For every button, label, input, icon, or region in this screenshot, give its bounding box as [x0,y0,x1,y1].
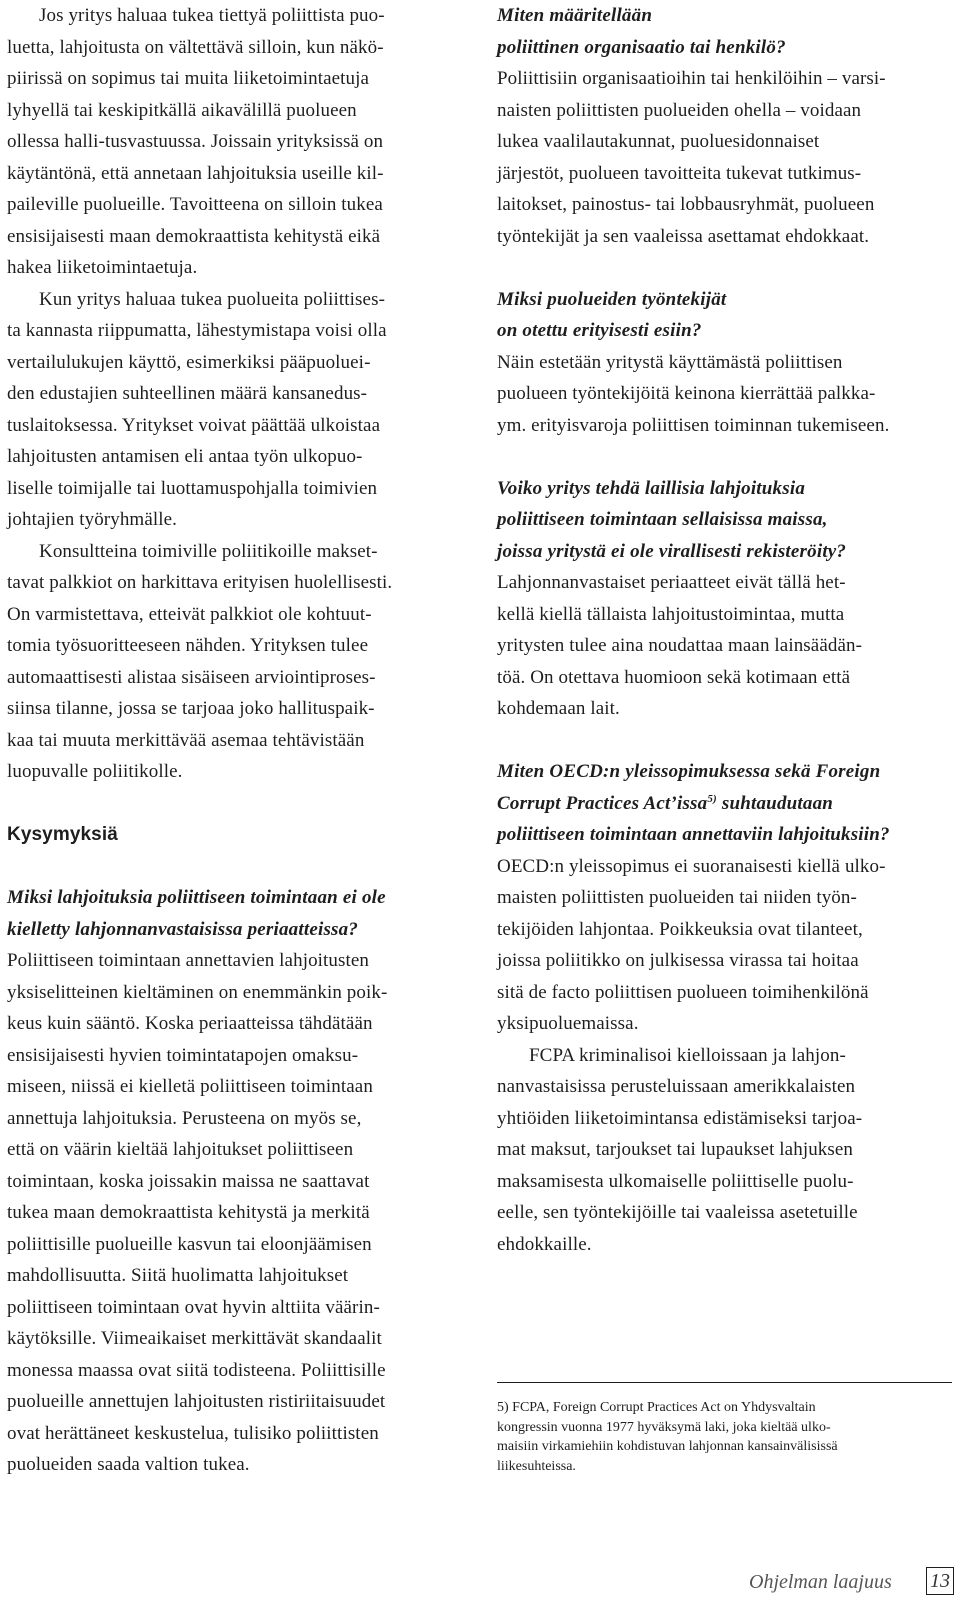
answer [497,567,952,725]
question-line: Miksi lahjoituksia poliittiseen toimintaan ei ole [7,887,386,908]
text-line: ehdokkaille. [497,1233,592,1255]
text-line: annettuja lahjoituksia. Perusteena on myös se, [7,1107,362,1129]
paragraph [7,284,454,536]
question [7,882,454,945]
text-line: monessa maassa ovat siitä todisteena. Poliittisille [7,1359,386,1381]
text-line: järjestöt, puolueen tavoitteita tukevat tutkimus- [497,162,862,184]
question-text: Corrupt Practices Act’issa [497,792,708,814]
text-line: sitä de facto poliittisen puolueen toimihenkilönä [497,981,869,1003]
question-line [497,788,952,820]
question-line: Miksi puolueiden työntekijät [497,288,727,310]
text-line: lyhyellä tai keskipitkällä aikavälillä puolueen [7,99,357,121]
text-line: poliittisille puolueille kasvun tai eloonjäämisen [7,1233,372,1255]
text-line: ollessa halli-tusvastuussa. Joissain yrityksissä on [7,131,384,152]
question-line: poliittiseen toimintaan annettaviin lahjoituksiin? [497,824,890,845]
text-line: käytöksille. Viimeaikaiset merkittävät skandaalit [7,1328,382,1349]
text-line: Jos yritys haluaa tukea tiettyä poliittista puo- [39,5,385,26]
footer-section-title: Ohjelman laajuus [749,1571,892,1593]
text-line: Poliittisiin organisaatioihin tai henkilöihin – varsi- [497,68,886,89]
text-line: automaattisesti alistaa sisäiseen arviointiproses- [7,666,376,688]
text-line: yksipuoluemaissa. [497,1013,639,1034]
page-number: 13 [926,1567,954,1595]
answer [497,851,952,1040]
text-line: miseen, niissä ei kielletä poliittiseen toimintaan [7,1076,373,1097]
text-line: liselle toimijalle tai luottamuspohjalla toimivien [7,477,378,499]
text-line: ensisijaisesti maan demokraattista kehitystä eikä [7,225,381,247]
text-line: Lahjonnanvastaiset periaatteet eivät tällä het- [497,572,846,593]
text-line: yhtiöiden liiketoimintansa edistämiseksi tarjoa- [497,1107,863,1129]
section-heading: Kysymyksiä [7,824,118,845]
text-line: Näin estetään yritystä käyttämästä poliittisen [497,351,843,373]
right-column [497,0,952,1260]
text-line: että on väärin kieltää lahjoitukset poliittiseen [7,1139,354,1160]
question [497,756,952,851]
answer [7,945,454,1481]
text-line: Konsultteina toimiville poliitikoille makset- [39,540,378,562]
text-line: vertailulukujen käyttö, esimerkiksi pääpuoluei- [7,351,371,373]
text-line: laitokset, painostus- tai lobbausryhmät, puolueen [497,194,875,215]
answer [497,63,952,252]
text-line: den edustajien suhteellinen määrä kansanedus- [7,383,368,404]
text-line: keus kuin sääntö. Koska periaatteissa tähdätään [7,1013,373,1034]
footnote-line: maisiin virkamiehiin kohdistuvan lahjonnan kansainvälisissä [497,1439,838,1454]
text-line: yritysten tulee aina noudattaa maan lainsäädän- [497,635,863,656]
text-line: OECD:n yleissopimus ei suoranaisesti kiellä ulko- [497,855,886,877]
text-line: ym. erityisvaroja poliittisen toiminnan tukemiseen. [497,414,890,436]
text-line: toimintaan, koska joissakin maissa ne saattavat [7,1170,370,1192]
question-line: Miten OECD:n yleissopimuksessa sekä Foreign [497,761,881,782]
text-line: kohdemaan lait. [497,698,620,719]
text-line: lukea vaalilautakunnat, puoluesidonnaiset [497,131,820,152]
question-line: joissa yritystä ei ole virallisesti rekisteröity? [497,540,847,562]
left-column [7,0,454,1481]
answer [497,347,952,442]
text-line: On varmistettava, etteivät palkkiot ole kohtuut- [7,603,372,625]
text-line: FCPA kriminalisoi kielloissaan ja lahjon- [529,1044,846,1066]
footnote-divider [497,1382,952,1383]
question [497,284,952,347]
question-line: poliittiseen toimintaan sellaisissa maissa, [497,509,828,530]
text-line: puolueiden saada valtion tukea. [7,1454,250,1475]
text-line: poliittiseen toimintaan ovat hyvin alttiita väärin- [7,1296,380,1318]
question-line: on otettu erityisesti esiin? [497,320,702,341]
text-line: kellä kiellä tällaista lahjoitustoimintaa, mutta [497,603,845,625]
text-line: mahdollisuutta. Siitä huolimatta lahjoitukset [7,1265,349,1286]
text-line: kaa tai muuta merkittävää asemaa tehtävistään [7,729,365,751]
spacer [497,441,952,473]
footnote-line: 5) FCPA, Foreign Corrupt Practices Act on Yhdysvaltain [497,1400,816,1415]
text-line: paileville puolueille. Tavoitteena on silloin tukea [7,194,383,215]
paragraph [7,0,454,284]
text-line: Kun yritys haluaa tukea puolueita poliittises- [39,288,385,310]
text-line: Poliittiseen toimintaan annettavien lahjoitusten [7,950,370,971]
text-line: luopuvalle poliitikolle. [7,761,183,782]
text-line: ovat herättäneet keskustelua, tulisiko poliittisten [7,1422,379,1444]
spacer [497,725,952,757]
text-line: tekijöiden lahjontaa. Poikkeuksia ovat tilanteet, [497,918,863,940]
text-line: naisten poliittisten puolueiden ohella – voidaan [497,99,862,121]
text-line: luetta, lahjoitusta on vältettävä silloin, kun näkö- [7,36,384,58]
text-line: nanvastaisissa perusteluissaan amerikkalaisten [497,1076,856,1097]
text-line: tuslaitoksessa. Yritykset voivat päättää ulkoistaa [7,414,381,436]
text-line: maksamisesta ulkomaiselle poliittiselle puolu- [497,1170,854,1192]
footnote-marker: 5) [707,792,717,805]
question-text: suhtaudutaan [716,792,834,814]
spacer [7,851,454,883]
question-line: Miten määritellään [497,5,653,26]
text-line: tomia työsuoritteeseen nähden. Yrityksen tulee [7,635,369,656]
text-line: siinsa tilanne, jossa se tarjoaa joko hallituspaik- [7,698,375,719]
text-line: työntekijät ja sen vaaleissa asettamat ehdokkaat. [497,225,870,247]
text-line: yksiselitteinen kieltäminen on enemmänkin poik- [7,981,388,1003]
text-line: käytäntönä, että annetaan lahjoituksia useille kil- [7,162,384,184]
text-line: tavat palkkiot on harkittava erityisen huolellisesti. [7,572,393,593]
text-line: lahjoitusten antamisen eli antaa työn ulkopuo- [7,446,363,467]
question [497,473,952,568]
text-line: ensisijaisesti hyvien toimintatapojen omaksu- [7,1044,359,1066]
text-line: hakea liiketoimintaetuja. [7,257,198,278]
text-line: ta kannasta riippumatta, lähestymistapa voisi olla [7,320,387,341]
text-line: töä. On otettava huomioon sekä kotimaan että [497,666,851,688]
text-line: maisten poliittisten puolueiden tai niiden työn- [497,887,857,908]
text-line: puolueen työntekijöitä keinona kierrättää palkka- [497,383,876,404]
question-line: poliittinen organisaatio tai henkilö? [497,36,786,58]
paragraph [7,536,454,788]
text-line: mat maksut, tarjoukset tai lupaukset lahjuksen [497,1139,854,1160]
question-line: kielletty lahjonnanvastaisissa periaatteissa? [7,918,359,940]
text-line: johtajien työryhmälle. [7,509,177,530]
text-line: puolueille annettujen lahjoitusten ristiriitaisuudet [7,1391,386,1412]
text-line: eelle, sen työntekijöille tai vaaleissa asetetuille [497,1202,858,1223]
question [497,0,952,63]
question-line: Voiko yritys tehdä laillisia lahjoituksia [497,477,806,499]
footnote-line: kongressin vuonna 1977 hyväksymä laki, joka kieltää ulko- [497,1419,831,1435]
text-line: joissa poliitikko on julkisessa virassa tai hoitaa [497,950,859,971]
text-line: tukea maan demokraattista kehitystä ja merkitä [7,1202,370,1223]
spacer [7,788,454,820]
footnote-line: liikesuhteissa. [497,1458,576,1474]
text-line: piirissä on sopimus tai muita liiketoimintaetuja [7,68,370,89]
paragraph [497,1040,952,1261]
footnote [497,1398,952,1476]
spacer [497,252,952,284]
